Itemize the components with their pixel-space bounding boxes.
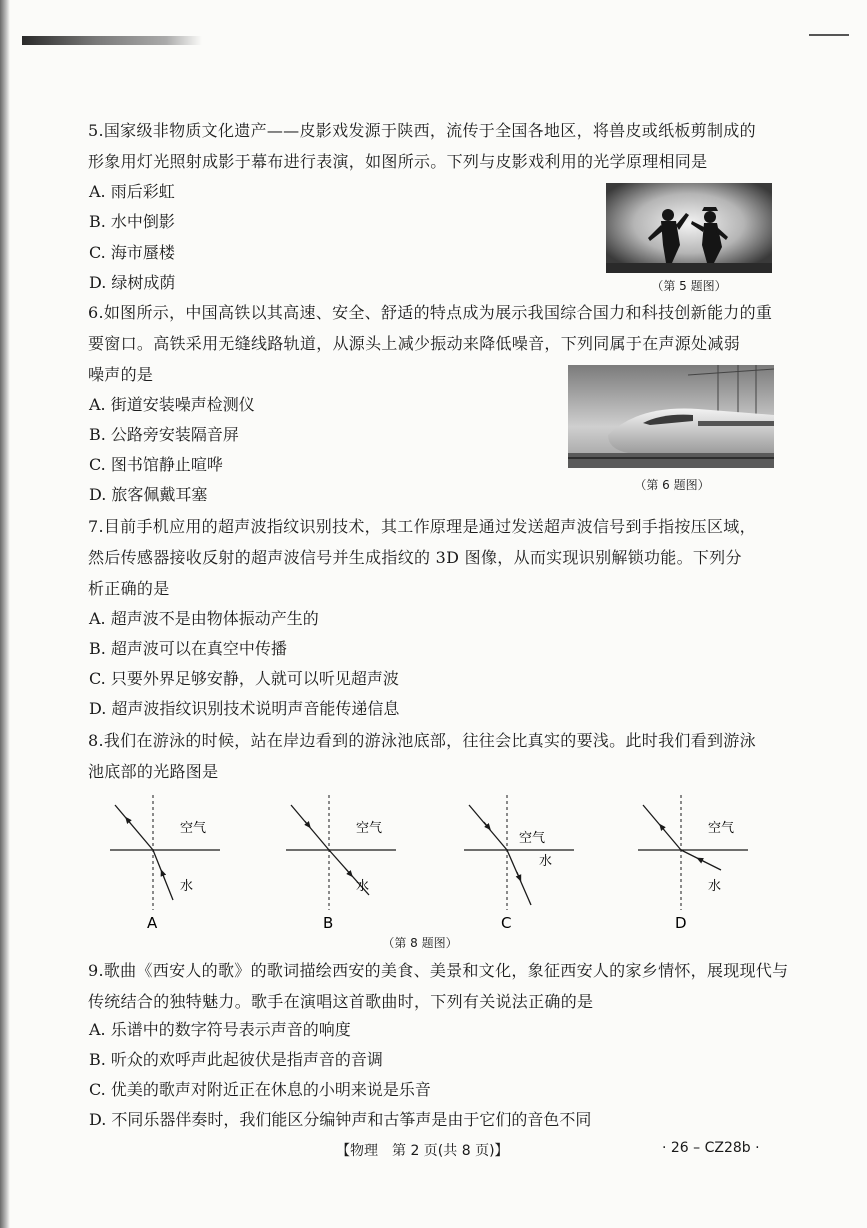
arrow-icon — [661, 826, 665, 831]
q6-option-a: A. 街道安装噪声检测仪 — [89, 395, 255, 414]
label-air: 空气 — [519, 831, 546, 846]
q5-figure-caption: （第 5 题图） — [651, 279, 727, 293]
question-7-line: 然后传感器接收反射的超声波信号并生成指纹的 3D 图像，从而实现识别解锁功能。下列分 — [88, 548, 742, 567]
q6-option-b: B. 公路旁安装隔音屏 — [89, 425, 239, 444]
arrow-icon — [127, 819, 131, 824]
label-air: 空气 — [708, 821, 735, 836]
diagram-letter: A — [147, 914, 158, 932]
q6-figure-caption: （第 6 题图） — [634, 478, 710, 492]
label-water: 水 — [539, 854, 553, 869]
q6-option-d: D. 旅客佩戴耳塞 — [89, 485, 208, 504]
diagram-letter: B — [323, 914, 334, 932]
q6-option-c: C. 图书馆静止喧哗 — [89, 455, 223, 474]
arrow-icon — [162, 872, 165, 880]
question-7 — [88, 511, 788, 604]
ray-air — [115, 805, 153, 850]
diagram-b — [286, 795, 396, 932]
q7-option-b: B. 超声波可以在真空中传播 — [89, 639, 287, 658]
light-path-diagrams — [95, 790, 765, 935]
scan-edge — [0, 0, 10, 1228]
scan-artifact — [22, 36, 202, 45]
arrow-icon — [305, 821, 309, 826]
label-water: 水 — [180, 879, 194, 894]
question-6-line: 6.如图所示，中国高铁以其高速、安全、舒适的特点成为展示我国综合国力和科技创新能力的重 — [88, 303, 773, 322]
q7-option-c: C. 只要外界足够安静，人就可以听见超声波 — [89, 669, 399, 688]
diagram-d — [638, 795, 748, 932]
label-air: 空气 — [180, 821, 207, 836]
paper-code: · 26 – CZ28b · — [662, 1140, 760, 1156]
q7-option-d: D. 超声波指纹识别技术说明声音能传递信息 — [89, 699, 400, 718]
diagram-letter: D — [675, 914, 687, 932]
diagram-letter: C — [501, 914, 512, 932]
high-speed-train-photo — [568, 365, 774, 468]
question-9 — [88, 955, 788, 1017]
q9-option-d: D. 不同乐器伴奏时，我们能区分编钟声和古筝声是由于它们的音色不同 — [89, 1110, 592, 1129]
arrow-icon — [345, 868, 351, 875]
question-8-line: 8.我们在游泳的时候，站在岸边看到的游泳池底部，往往会比真实的要浅。此时我们看到游泳 — [88, 731, 756, 750]
arrow-icon — [699, 859, 705, 862]
question-7-line: 析正确的是 — [88, 579, 170, 598]
question-9-line: 9.歌曲《西安人的歌》的歌词描绘西安的美食、美景和文化，象征西安人的家乡情怀，展现现代与 — [88, 961, 789, 980]
diagram-a — [110, 795, 220, 932]
label-water: 水 — [708, 879, 722, 894]
scan-artifact-right — [809, 34, 849, 46]
q5-option-c: C. 海市蜃楼 — [89, 243, 175, 262]
q9-option-a: A. 乐谱中的数字符号表示声音的响度 — [89, 1020, 351, 1039]
label-water: 水 — [356, 879, 370, 894]
q5-option-b: B. 水中倒影 — [89, 212, 175, 231]
q9-option-b: B. 听众的欢呼声此起彼伏是指声音的音调 — [89, 1050, 383, 1069]
question-8-line: 池底部的光路图是 — [88, 762, 219, 781]
q5-option-a: A. 雨后彩虹 — [89, 182, 175, 201]
diagram-c — [464, 795, 574, 932]
question-5-line: 形象用灯光照射成影于幕布进行表演，如图所示。下列与皮影戏利用的光学原理相同是 — [88, 152, 708, 171]
question-5 — [88, 115, 788, 177]
q7-option-a: A. 超声波不是由物体振动产生的 — [89, 609, 319, 628]
arrow-icon — [484, 822, 489, 828]
question-6-line: 噪声的是 — [88, 365, 154, 384]
question-7-line: 7.目前手机应用的超声波指纹识别技术，其工作原理是通过发送超声波信号到手指按压区域， — [88, 517, 756, 536]
q9-option-c: C. 优美的歌声对附近正在休息的小明来说是乐音 — [89, 1080, 431, 1099]
q5-option-d: D. 绿树成荫 — [89, 273, 176, 292]
question-5-line: 5.国家级非物质文化遗产——皮影戏发源于陕西，流传于全国各地区，将兽皮或纸板剪制成的 — [88, 121, 756, 140]
label-air: 空气 — [356, 821, 383, 836]
shadow-puppet-photo — [606, 183, 772, 273]
question-6-line: 要窗口。高铁采用无缝线路轨道，从源头上减少振动来降低噪音，下列同属于在声源处减弱 — [88, 334, 741, 353]
question-8 — [88, 725, 788, 787]
q8-figure-caption: （第 8 题图） — [382, 936, 458, 950]
question-9-line: 传统结合的独特魅力。歌手在演唱这首歌曲时，下列有关说法正确的是 — [88, 992, 594, 1011]
page-footer: 【物理 第 2 页(共 8 页)】 — [336, 1143, 509, 1159]
ray-air — [291, 805, 329, 850]
